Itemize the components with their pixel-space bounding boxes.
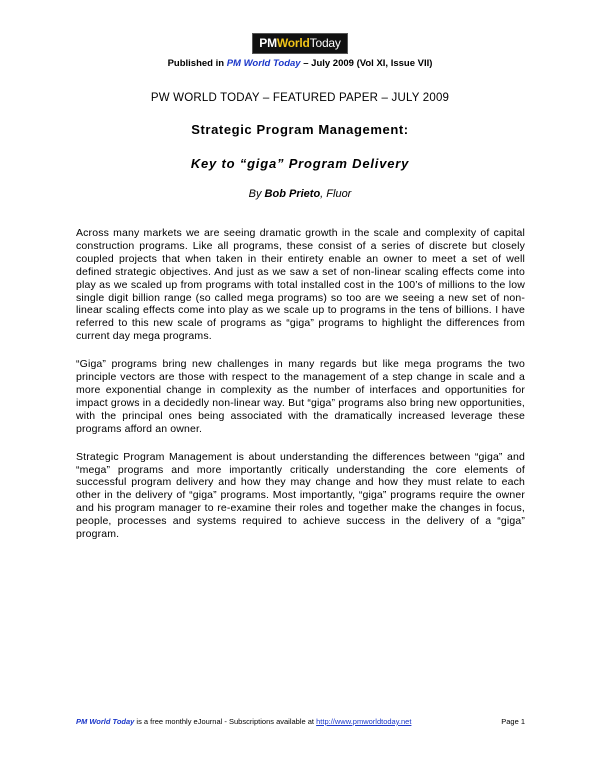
published-journal: PM World Today [226, 58, 301, 69]
paragraph: Strategic Program Management is about understanding the differences between “giga” and “mega” programs and more importantly critically understanding the core elements of successful program delivery and how they may change and how they must relate to each other in the delivery of “giga” programs. Most importantly, “giga” programs require the owner and his program manager to re-examine their roles and together make the changes in focus, people, processes and systems required to achieve success in the delivery of a “giga” program. [76, 450, 525, 541]
byline-by: By [248, 188, 265, 200]
paragraph: Across many markets we are seeing dramatic growth in the scale and complexity of capital construction programs. Like all programs, these consist of a series of discrete but closely coupled projects that when taken in their entirety enable an owner to meet a set of well defined strategic objectives. And just as we saw a set of non-linear scaling effects come into play as we scaled up from programs with total installed cost in the 100’s of millions to the low single digit billion range (so called mega programs) so too are we seeing a new set of non-linear scaling effects come into play as we scale up to programs in the tens of billions. I have referred to this new scale of programs as “giga” programs to highlight the differences from current day mega programs. [76, 227, 525, 343]
footer-text: is a free monthly eJournal - Subscriptions available at [134, 717, 317, 726]
author-affiliation: , Fluor [320, 188, 352, 200]
byline [0, 188, 600, 200]
published-suffix: – July 2009 (Vol XI, Issue VII) [300, 58, 433, 69]
pm-world-today-logo: PMWorldToday [252, 33, 347, 54]
footer-link[interactable]: http://www.pmworldtoday.net [316, 717, 412, 726]
paper-title: Strategic Program Management: [191, 122, 409, 137]
featured-heading: PW WORLD TODAY – FEATURED PAPER – JULY 2009 [150, 92, 450, 104]
footer-journal: PM World Today [76, 717, 135, 726]
author-name: Bob Prieto [264, 188, 321, 200]
footer-note [76, 717, 411, 726]
article-body [76, 227, 525, 556]
paper-subtitle: Key to “giga” Program Delivery [190, 156, 410, 171]
logo-container [0, 33, 600, 54]
publication-line [0, 58, 600, 69]
paragraph: “Giga” programs bring new challenges in many regards but like mega programs the two principle vectors are those with respect to the management of a step change in scale and a more exponential change in complexity as the number of interfaces and opportunities for impact grows in a decidedly non-linear way. But “giga” programs also bring new opportunities, with the principal ones being associated with the dramatically increased leverage these programs afford an owner. [76, 358, 525, 435]
published-prefix: Published in [167, 58, 227, 69]
page-footer [76, 717, 525, 726]
page-number: Page 1 [501, 717, 525, 726]
